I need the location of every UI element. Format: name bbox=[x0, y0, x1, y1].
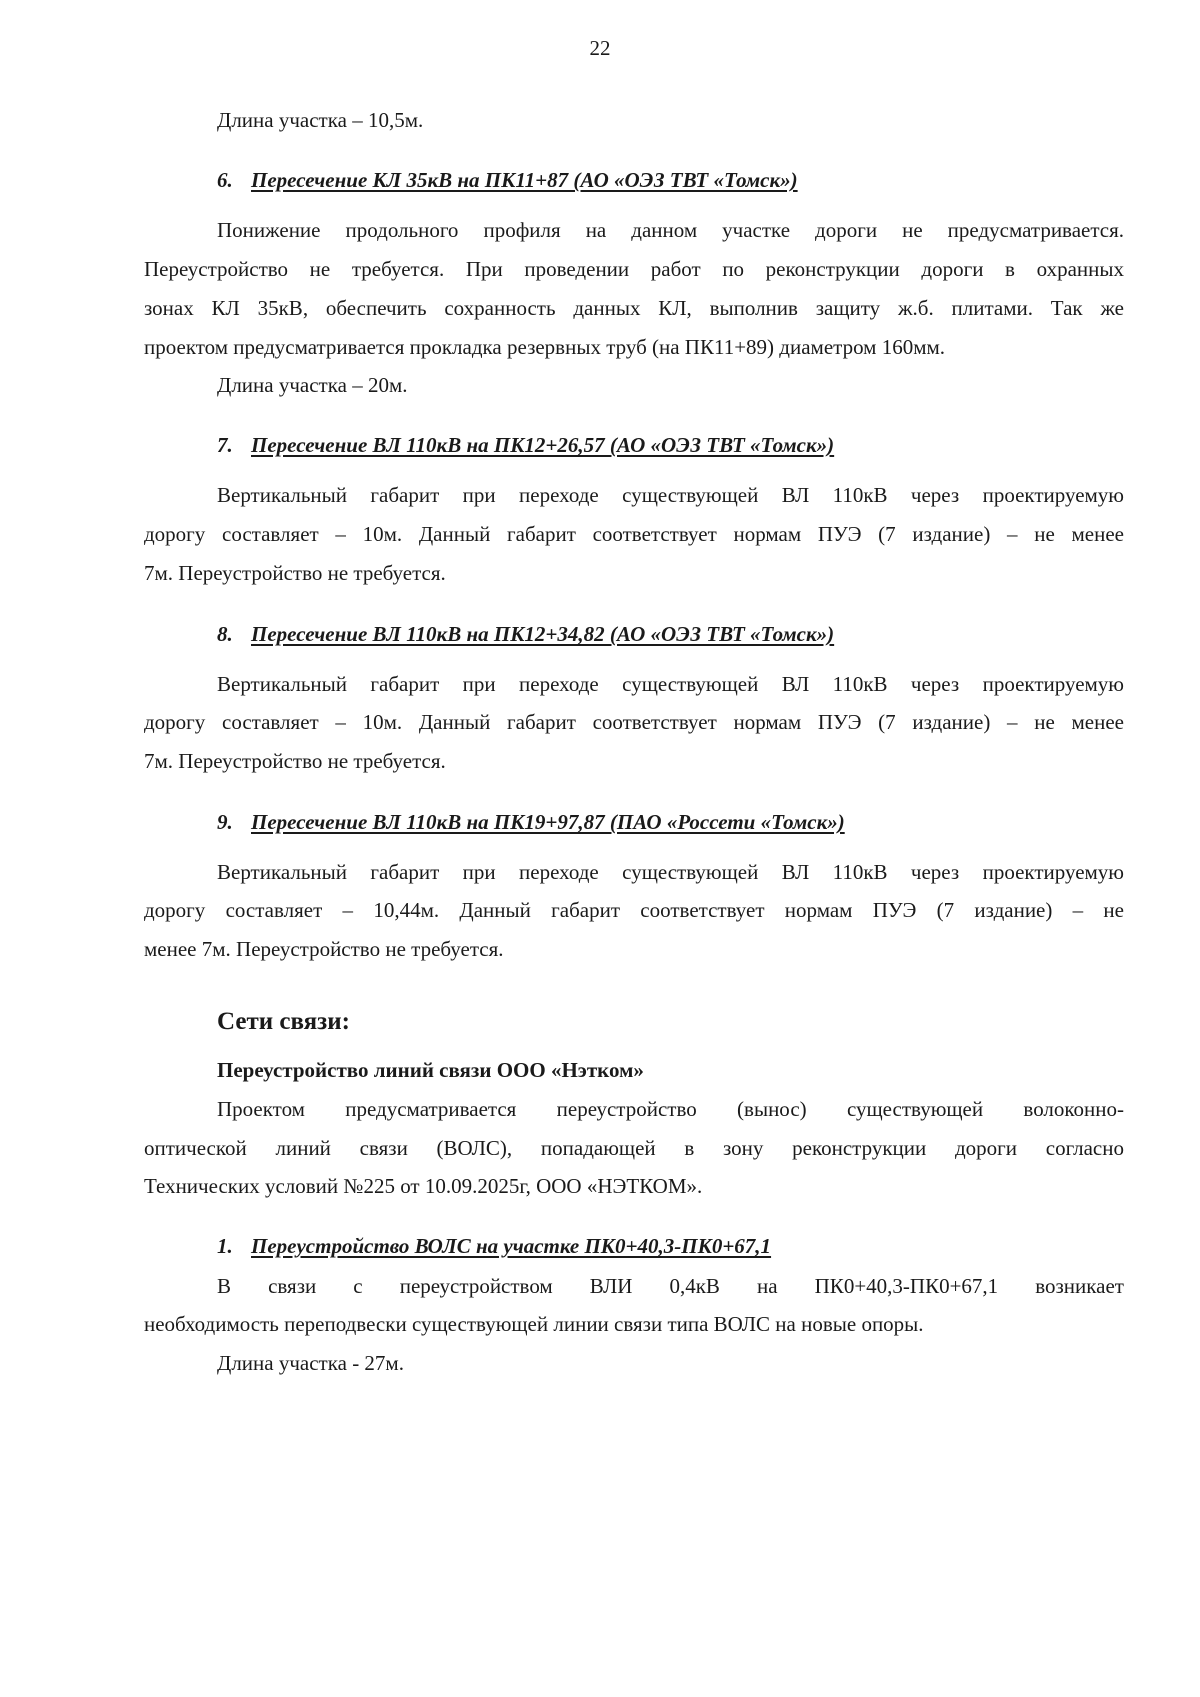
paragraph-line: 7м. Переустройство не требуется. bbox=[144, 749, 446, 773]
crossing-heading-8 bbox=[217, 622, 834, 647]
segment-length-text: Длина участка - 27м. bbox=[217, 1351, 404, 1375]
heading-title: Пересечение ВЛ 110кВ на ПК19+97,87 (ПАО «Россети «Томск») bbox=[251, 810, 845, 834]
paragraph-line: дорогу составляет – 10м. Данный габарит соответствует нормам ПУЭ (7 издание) – не менее bbox=[144, 710, 1124, 734]
heading-number: 8. bbox=[217, 622, 233, 646]
crossing-heading-7 bbox=[217, 433, 834, 458]
heading-title: Пересечение ВЛ 110кВ на ПК12+34,82 (АО «ОЭЗ ТВТ «Томск») bbox=[251, 622, 835, 646]
segment-length-text: Длина участка – 10,5м. bbox=[217, 108, 424, 132]
paragraph-line: Вертикальный габарит при переходе существующей ВЛ 110кВ через проектируемую bbox=[217, 672, 1124, 696]
paragraph-line: оптической линий связи (ВОЛС), попадающей в зону реконструкции дороги согласно bbox=[144, 1136, 1124, 1160]
page-number: 22 bbox=[589, 36, 611, 60]
relocation-heading-1 bbox=[217, 1234, 771, 1259]
section-title: Сети связи: bbox=[217, 1008, 350, 1035]
paragraph-line: Проектом предусматривается переустройство (вынос) существующей волоконно- bbox=[217, 1097, 1124, 1121]
paragraph-line: дорогу составляет – 10м. Данный габарит соответствует нормам ПУЭ (7 издание) – не менее bbox=[144, 522, 1124, 546]
paragraph-line: Переустройство не требуется. При проведении работ по реконструкции дороги в охранных bbox=[144, 257, 1124, 281]
paragraph-line: Вертикальный габарит при переходе существующей ВЛ 110кВ через проектируемую bbox=[217, 483, 1124, 507]
heading-title: Переустройство ВОЛС на участке ПК0+40,3-ПК0+67,1 bbox=[251, 1234, 772, 1258]
heading-number: 7. bbox=[217, 433, 233, 457]
paragraph-line: В связи с переустройством ВЛИ 0,4кВ на ПК0+40,3-ПК0+67,1 возникает bbox=[217, 1274, 1124, 1298]
heading-title: Пересечение ВЛ 110кВ на ПК12+26,57 (АО «ОЭЗ ТВТ «Томск») bbox=[251, 433, 835, 457]
paragraph-line: Вертикальный габарит при переходе существующей ВЛ 110кВ через проектируемую bbox=[217, 860, 1124, 884]
paragraph-line: Понижение продольного профиля на данном участке дороги не предусматривается. bbox=[217, 218, 1124, 242]
paragraph-line: зонах КЛ 35кВ, обеспечить сохранность данных КЛ, выполнив защиту ж.б. плитами. Так же bbox=[144, 296, 1124, 320]
crossing-heading-9 bbox=[217, 810, 845, 835]
heading-number: 9. bbox=[217, 810, 233, 834]
paragraph-line: дорогу составляет – 10,44м. Данный габарит соответствует нормам ПУЭ (7 издание) – не bbox=[144, 898, 1124, 922]
paragraph-line: 7м. Переустройство не требуется. bbox=[144, 561, 446, 585]
heading-title: Пересечение КЛ 35кВ на ПК11+87 (АО «ОЭЗ ТВТ «Томск») bbox=[251, 168, 798, 192]
paragraph-line: менее 7м. Переустройство не требуется. bbox=[144, 937, 504, 961]
crossing-heading-6 bbox=[217, 168, 798, 193]
heading-number: 1. bbox=[217, 1234, 233, 1258]
heading-number: 6. bbox=[217, 168, 233, 192]
segment-length-text: Длина участка – 20м. bbox=[217, 373, 408, 397]
subsection-title: Переустройство линий связи ООО «Нэтком» bbox=[217, 1058, 644, 1082]
paragraph-line: проектом предусматривается прокладка резервных труб (на ПК11+89) диаметром 160мм. bbox=[144, 335, 946, 359]
paragraph-line: необходимость переподвески существующей линии связи типа ВОЛС на новые опоры. bbox=[144, 1312, 924, 1336]
paragraph-line: Технических условий №225 от 10.09.2025г, ООО «НЭТКОМ». bbox=[144, 1174, 703, 1198]
